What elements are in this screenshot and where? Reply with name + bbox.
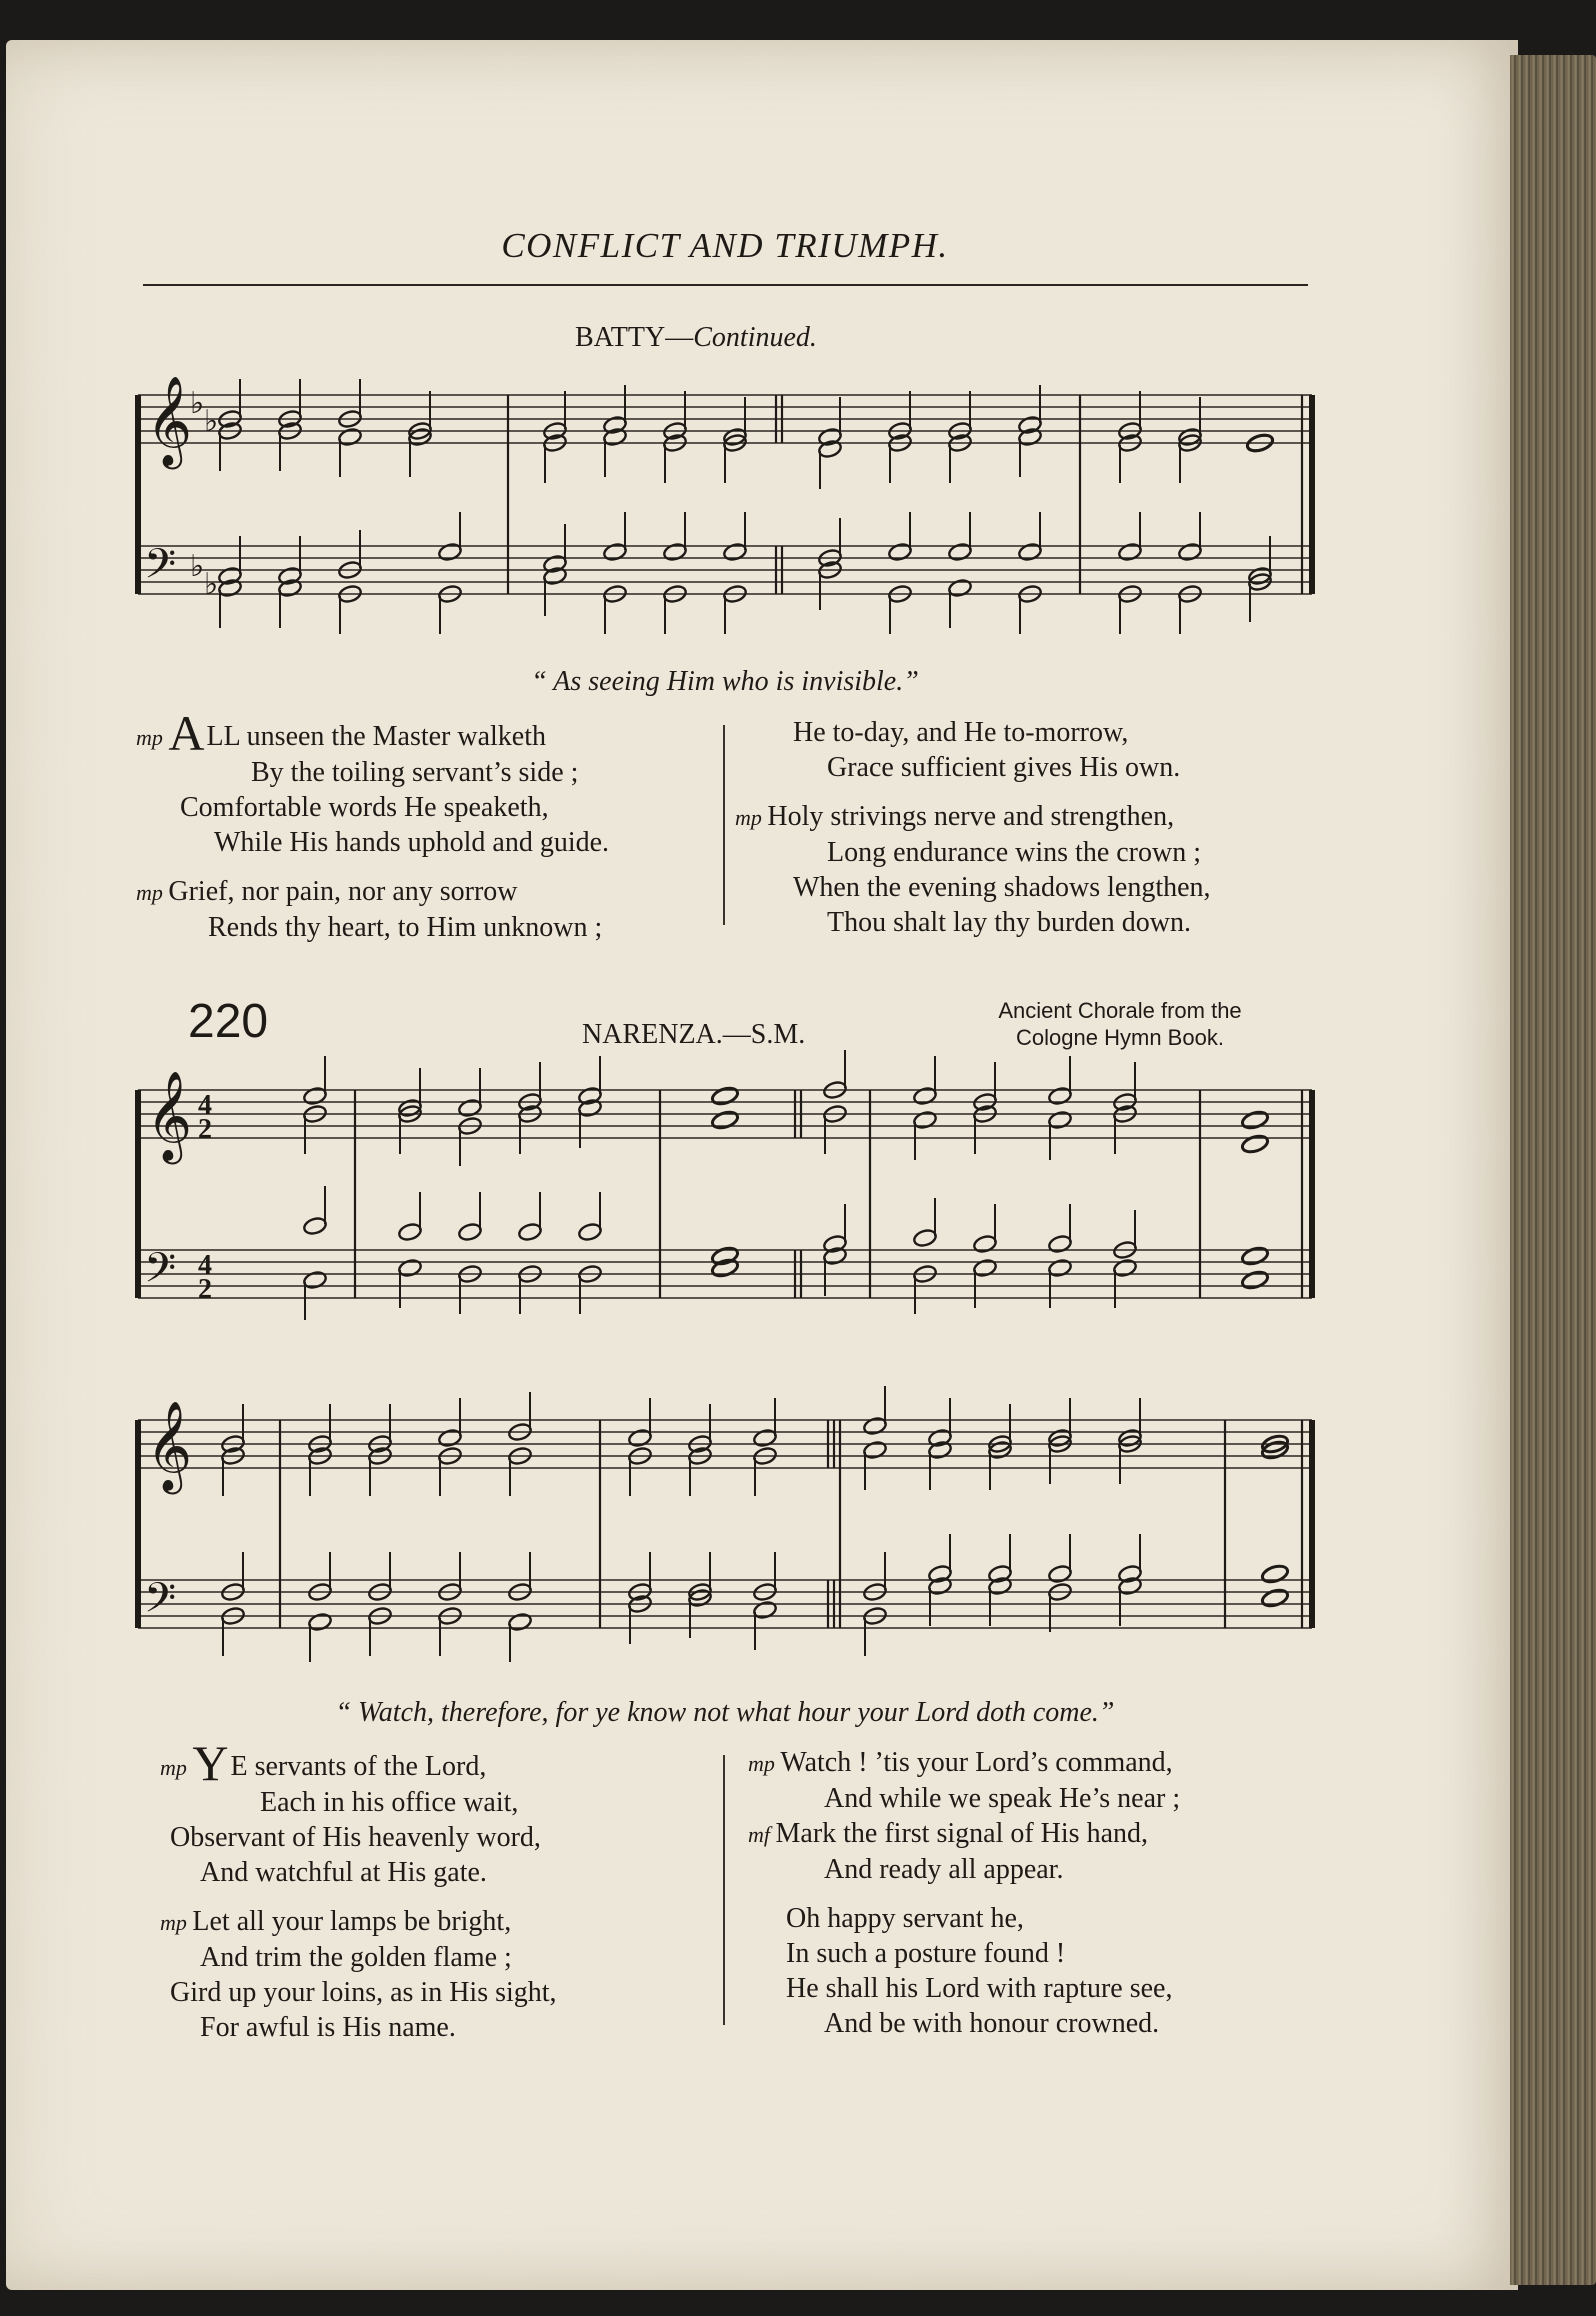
dynamic-marking: mp — [748, 1751, 781, 1776]
verse-text: Mark the first signal of His hand, — [775, 1818, 1148, 1849]
drop-cap: Y — [192, 1735, 229, 1791]
verse-line — [735, 799, 1211, 835]
note-head — [1240, 1269, 1269, 1290]
note-head — [1240, 1133, 1269, 1154]
verse-text: In such a posture found ! — [786, 1938, 1066, 1969]
note-head — [947, 542, 972, 562]
note-head — [302, 1270, 327, 1290]
verse-text: Thou shalt lay thy burden down. — [827, 907, 1191, 938]
flat-icon: ♭ — [204, 404, 219, 439]
verse-line — [160, 1904, 557, 1940]
verse-line — [748, 1971, 1180, 2006]
verse-line — [735, 905, 1211, 940]
verse-line — [160, 1820, 557, 1855]
note-head — [972, 1258, 997, 1278]
hymn-number: 220 — [188, 995, 269, 1048]
note-head — [437, 542, 462, 562]
verse-line — [136, 874, 609, 910]
verses-batty-left — [136, 705, 610, 945]
tune-title-text: BATTY— — [575, 322, 694, 353]
note-head — [912, 1228, 937, 1248]
note-head — [1047, 1110, 1072, 1130]
verse-line — [735, 835, 1211, 870]
verse-line — [748, 1745, 1180, 1781]
note-head — [437, 1428, 462, 1448]
verse-line — [136, 910, 609, 945]
time-signature-top: 4 — [198, 1090, 212, 1121]
note-head — [1240, 1245, 1269, 1266]
dynamic-marking: mf — [748, 1822, 776, 1847]
verse-text: Watch ! ’tis your Lord’s command, — [780, 1747, 1173, 1778]
note-head — [457, 1098, 482, 1118]
note-head — [710, 1109, 739, 1130]
time-signature-bottom: 2 — [198, 1114, 212, 1145]
note-head — [710, 1085, 739, 1106]
note-head — [1047, 1258, 1072, 1278]
note-head — [517, 1222, 542, 1242]
verse-text: E servants of the Lord, — [230, 1751, 487, 1782]
verse-text: Observant of His heavenly word, — [170, 1822, 541, 1853]
verse-line — [748, 1901, 1180, 1936]
verse-text: And be with honour crowned. — [824, 2008, 1160, 2039]
note-head — [577, 1222, 602, 1242]
note-head — [662, 542, 687, 562]
note-head — [397, 1258, 422, 1278]
note-head — [627, 1428, 652, 1448]
verse-text: For awful is His name. — [200, 2012, 456, 2043]
verse-line — [160, 1855, 557, 1890]
note-head — [887, 542, 912, 562]
verse-text: Oh happy servant he, — [786, 1903, 1024, 1934]
note-head — [1260, 1587, 1289, 1608]
note-head — [710, 1245, 739, 1266]
verse-text: Comfortable words He speaketh, — [180, 792, 549, 823]
verse-line — [136, 705, 609, 761]
note-head — [912, 1086, 937, 1106]
note-head — [337, 427, 362, 447]
verse-text: Gird up your loins, as in His sight, — [170, 1977, 557, 2008]
verse-text: Let all your lamps be bright, — [192, 1906, 512, 1937]
note-head — [302, 1216, 327, 1236]
motto-narenza: “ Watch, therefore, for ye know not what hour your Lord doth come.” — [335, 1697, 1115, 1728]
note-head — [862, 1416, 887, 1436]
note-head — [457, 1222, 482, 1242]
note-head — [862, 1440, 887, 1460]
bass-clef-icon: 𝄢 — [144, 1244, 177, 1302]
verses-narenza-right — [748, 1745, 1180, 2041]
verse-line — [136, 790, 609, 825]
note-head — [710, 1257, 739, 1278]
note-head — [307, 1612, 332, 1632]
verse-line — [160, 1735, 557, 1791]
verse-text: And ready all appear. — [824, 1854, 1064, 1885]
verse-line — [136, 825, 609, 860]
bass-clef-icon: 𝄢 — [144, 540, 177, 598]
dynamic-marking: mp — [160, 1910, 193, 1935]
tune-title-narenza: NARENZA.—S.M. — [582, 1019, 806, 1050]
treble-clef-icon: 𝄞 — [146, 1071, 193, 1161]
verse-line — [748, 1816, 1180, 1852]
verse-text: When the evening shadows lengthen, — [793, 872, 1211, 903]
verse-line — [160, 2010, 557, 2045]
flat-icon: ♭ — [204, 567, 219, 602]
verse-text: While His hands uphold and guide. — [214, 827, 610, 858]
note-head — [1047, 1564, 1072, 1584]
verse-line — [748, 2006, 1180, 2041]
tune-title-suffix: Continued. — [693, 322, 817, 353]
time-signature-top: 4 — [198, 1250, 212, 1281]
dynamic-marking: mp — [136, 725, 169, 750]
verse-line — [748, 1852, 1180, 1887]
verse-text: And watchful at His gate. — [200, 1857, 487, 1888]
note-head — [1240, 1109, 1269, 1130]
verse-text: Grace sufficient gives His own. — [827, 752, 1181, 783]
note-head — [507, 1612, 532, 1632]
running-head: CONFLICT AND TRIUMPH. — [501, 226, 949, 265]
dynamic-marking: mp — [136, 880, 169, 905]
note-head — [1177, 542, 1202, 562]
verse-line — [735, 715, 1211, 750]
verse-text: He shall his Lord with rapture see, — [786, 1973, 1173, 2004]
note-head — [947, 578, 972, 598]
note-head — [752, 1428, 777, 1448]
verse-text: And trim the golden flame ; — [200, 1942, 512, 1973]
treble-clef-icon: 𝄞 — [146, 376, 193, 466]
verses-batty-right — [735, 715, 1211, 940]
verse-line — [735, 870, 1211, 905]
note-head — [1047, 1234, 1072, 1254]
note-head — [752, 1600, 777, 1620]
verse-line — [748, 1781, 1180, 1816]
dynamic-marking: mp — [735, 805, 768, 830]
note-head — [302, 1086, 327, 1106]
flat-icon: ♭ — [190, 549, 205, 584]
tune-source-line1: Ancient Chorale from the — [998, 998, 1242, 1023]
note-head — [1047, 1086, 1072, 1106]
verse-text: And while we speak He’s near ; — [824, 1783, 1181, 1814]
drop-cap: A — [168, 705, 205, 761]
verse-line — [748, 1936, 1180, 1971]
note-head — [972, 1234, 997, 1254]
verse-text: Long endurance wins the crown ; — [827, 837, 1201, 868]
dynamic-marking: mp — [160, 1755, 193, 1780]
verse-line — [160, 1940, 557, 1975]
verse-line — [136, 755, 609, 790]
note-head — [602, 542, 627, 562]
tune-source — [940, 997, 1300, 1051]
flat-icon: ♭ — [190, 386, 205, 421]
note-head — [912, 1110, 937, 1130]
note-head — [397, 1222, 422, 1242]
note-head — [1112, 1258, 1137, 1278]
note-head — [1117, 542, 1142, 562]
verse-text: Grief, nor pain, nor any sorrow — [168, 876, 518, 907]
note-head — [1017, 542, 1042, 562]
verse-text: Rends thy heart, to Him unknown ; — [208, 912, 603, 943]
verse-line — [160, 1975, 557, 2010]
verses-narenza-left — [160, 1735, 557, 2045]
time-signature-bottom: 2 — [198, 1274, 212, 1305]
verse-divider — [723, 725, 725, 925]
verse-text: LL unseen the Master walketh — [206, 721, 547, 752]
note-head — [722, 542, 747, 562]
tune-source-line2: Cologne Hymn Book. — [1016, 1025, 1224, 1050]
motto-batty: “ As seeing Him who is invisible.” — [531, 666, 919, 697]
verse-text: By the toiling servant’s side ; — [251, 757, 579, 788]
bass-clef-icon: 𝄢 — [144, 1574, 177, 1632]
verse-text: Holy strivings nerve and strengthen, — [767, 801, 1175, 832]
note-head — [1260, 1563, 1289, 1584]
verse-text: Each in his office wait, — [260, 1787, 519, 1818]
verse-line — [735, 750, 1211, 785]
treble-clef-icon: 𝄞 — [146, 1401, 193, 1491]
verse-text: He to-day, and He to-morrow, — [793, 717, 1129, 748]
verse-divider — [723, 1755, 725, 2025]
